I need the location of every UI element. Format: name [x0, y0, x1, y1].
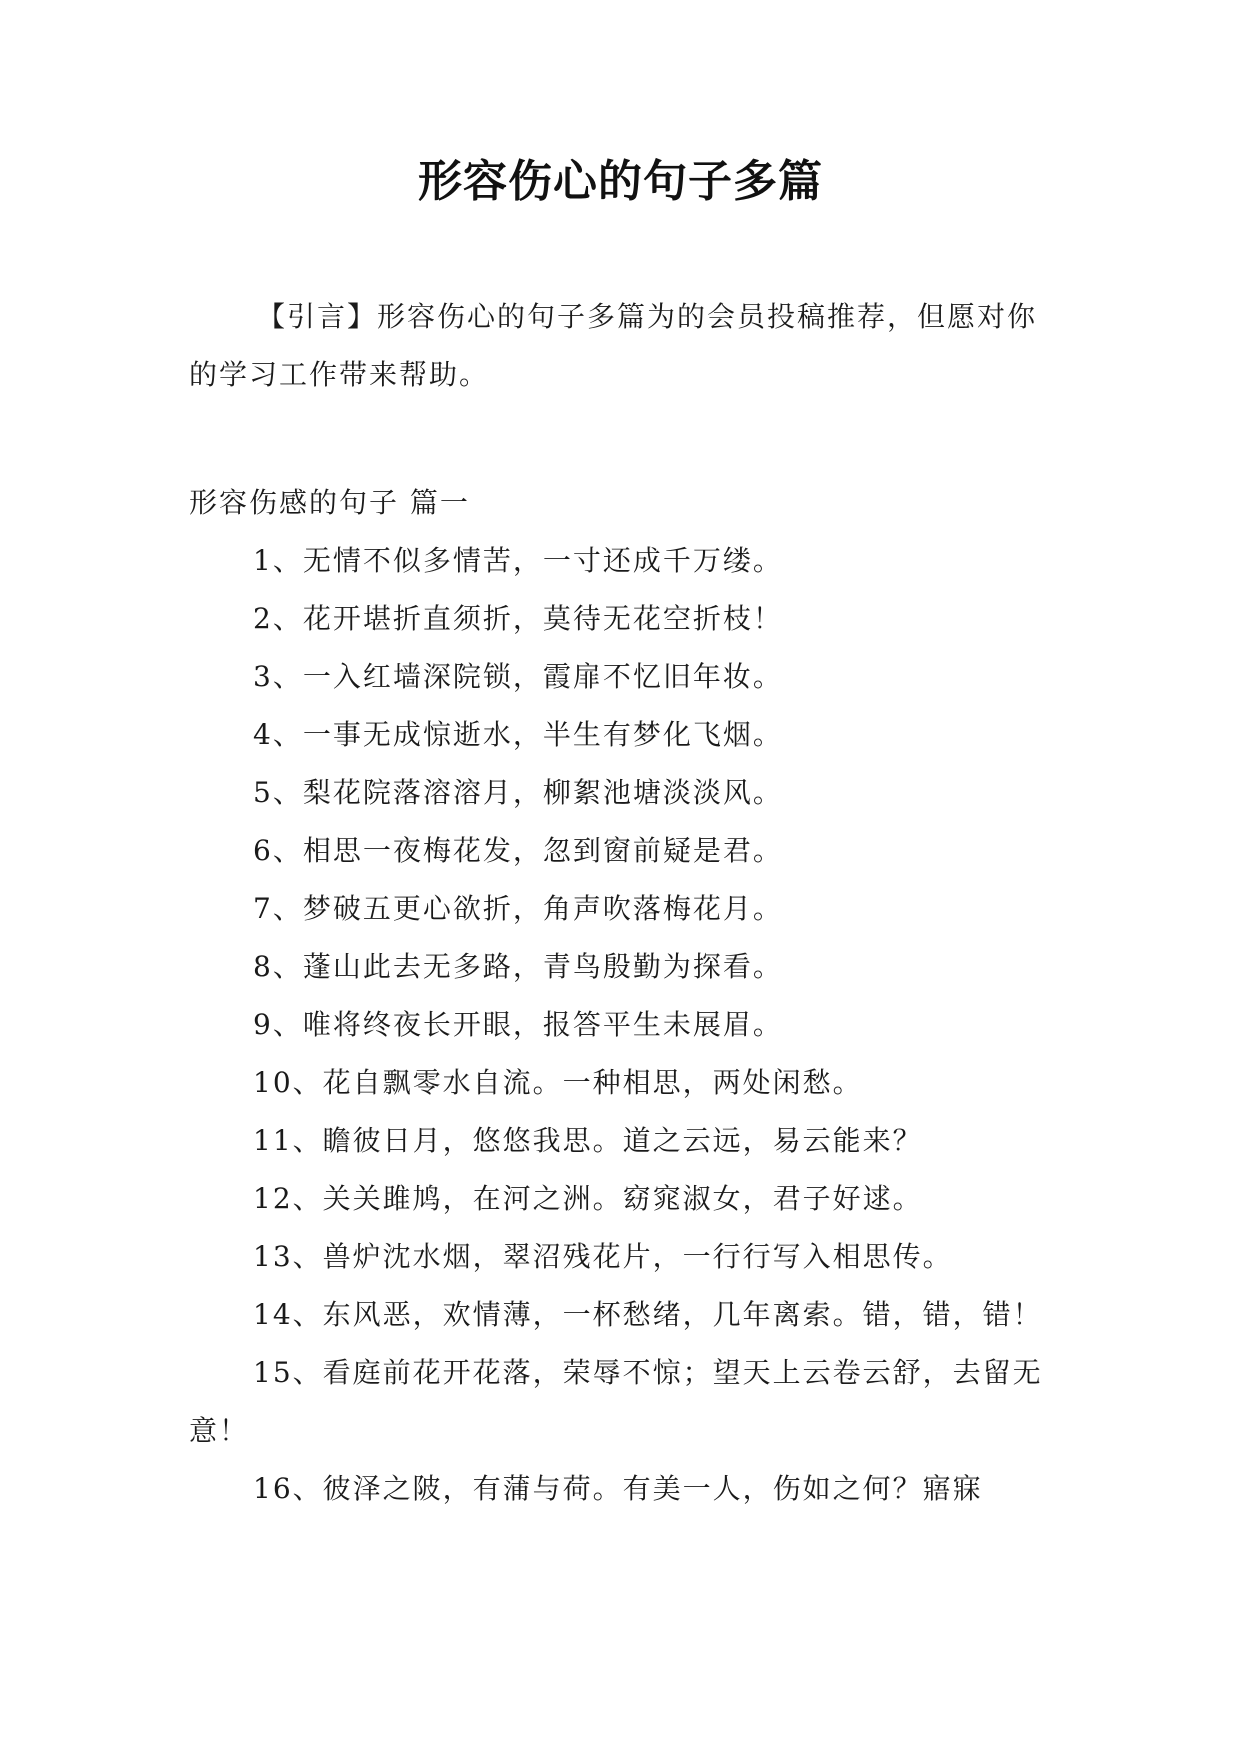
list-item: 6、相思一夜梅花发，忽到窗前疑是君。 [253, 834, 783, 867]
list-item: 3、一入红墙深院锁，霞扉不忆旧年妆。 [253, 660, 783, 693]
list-item: 11、瞻彼日月，悠悠我思。道之云远，易云能来？ [253, 1124, 923, 1157]
list-item: 16、彼泽之陂，有蒲与荷。有美一人，伤如之何？寤寐 [253, 1472, 983, 1505]
intro-paragraph: 【引言】形容伤心的句子多篇为的会员投稿推荐，但愿对你的学习工作带来帮助。 [189, 300, 1038, 391]
list-item: 9、唯将终夜长开眼，报答平生未展眉。 [253, 1008, 783, 1041]
list-item: 7、梦破五更心欲折，角声吹落梅花月。 [253, 892, 783, 925]
list-item: 14、东风恶，欢情薄，一杯愁绪，几年离索。错，错，错！ [253, 1298, 1043, 1331]
document-body [189, 288, 1054, 1518]
list-item: 10、花自飘零水自流。一种相思，两处闲愁。 [253, 1066, 863, 1099]
list-item: 1、无情不似多情苦，一寸还成千万缕。 [253, 544, 783, 577]
list-item: 2、花开堪折直须折，莫待无花空折枝！ [253, 602, 783, 635]
list-item: 5、梨花院落溶溶月，柳絮池塘淡淡风。 [253, 776, 783, 809]
list-item: 4、一事无成惊逝水，半生有梦化飞烟。 [253, 718, 783, 751]
list-item: 8、蓬山此去无多路，青鸟殷勤为探看。 [253, 950, 783, 983]
sentence-list [189, 532, 1054, 1518]
document-title: 形容伤心的句子多篇 [418, 156, 823, 207]
section-heading: 形容伤感的句子 篇一 [189, 486, 470, 519]
list-item: 15、看庭前花开花落，荣辱不惊；望天上云卷云舒，去留无意！ [189, 1356, 1043, 1447]
list-item: 13、兽炉沈水烟，翠沼残花片，一行行写入相思传。 [253, 1240, 953, 1273]
list-item: 12、关关雎鸠，在河之洲。窈窕淑女，君子好逑。 [253, 1182, 923, 1215]
